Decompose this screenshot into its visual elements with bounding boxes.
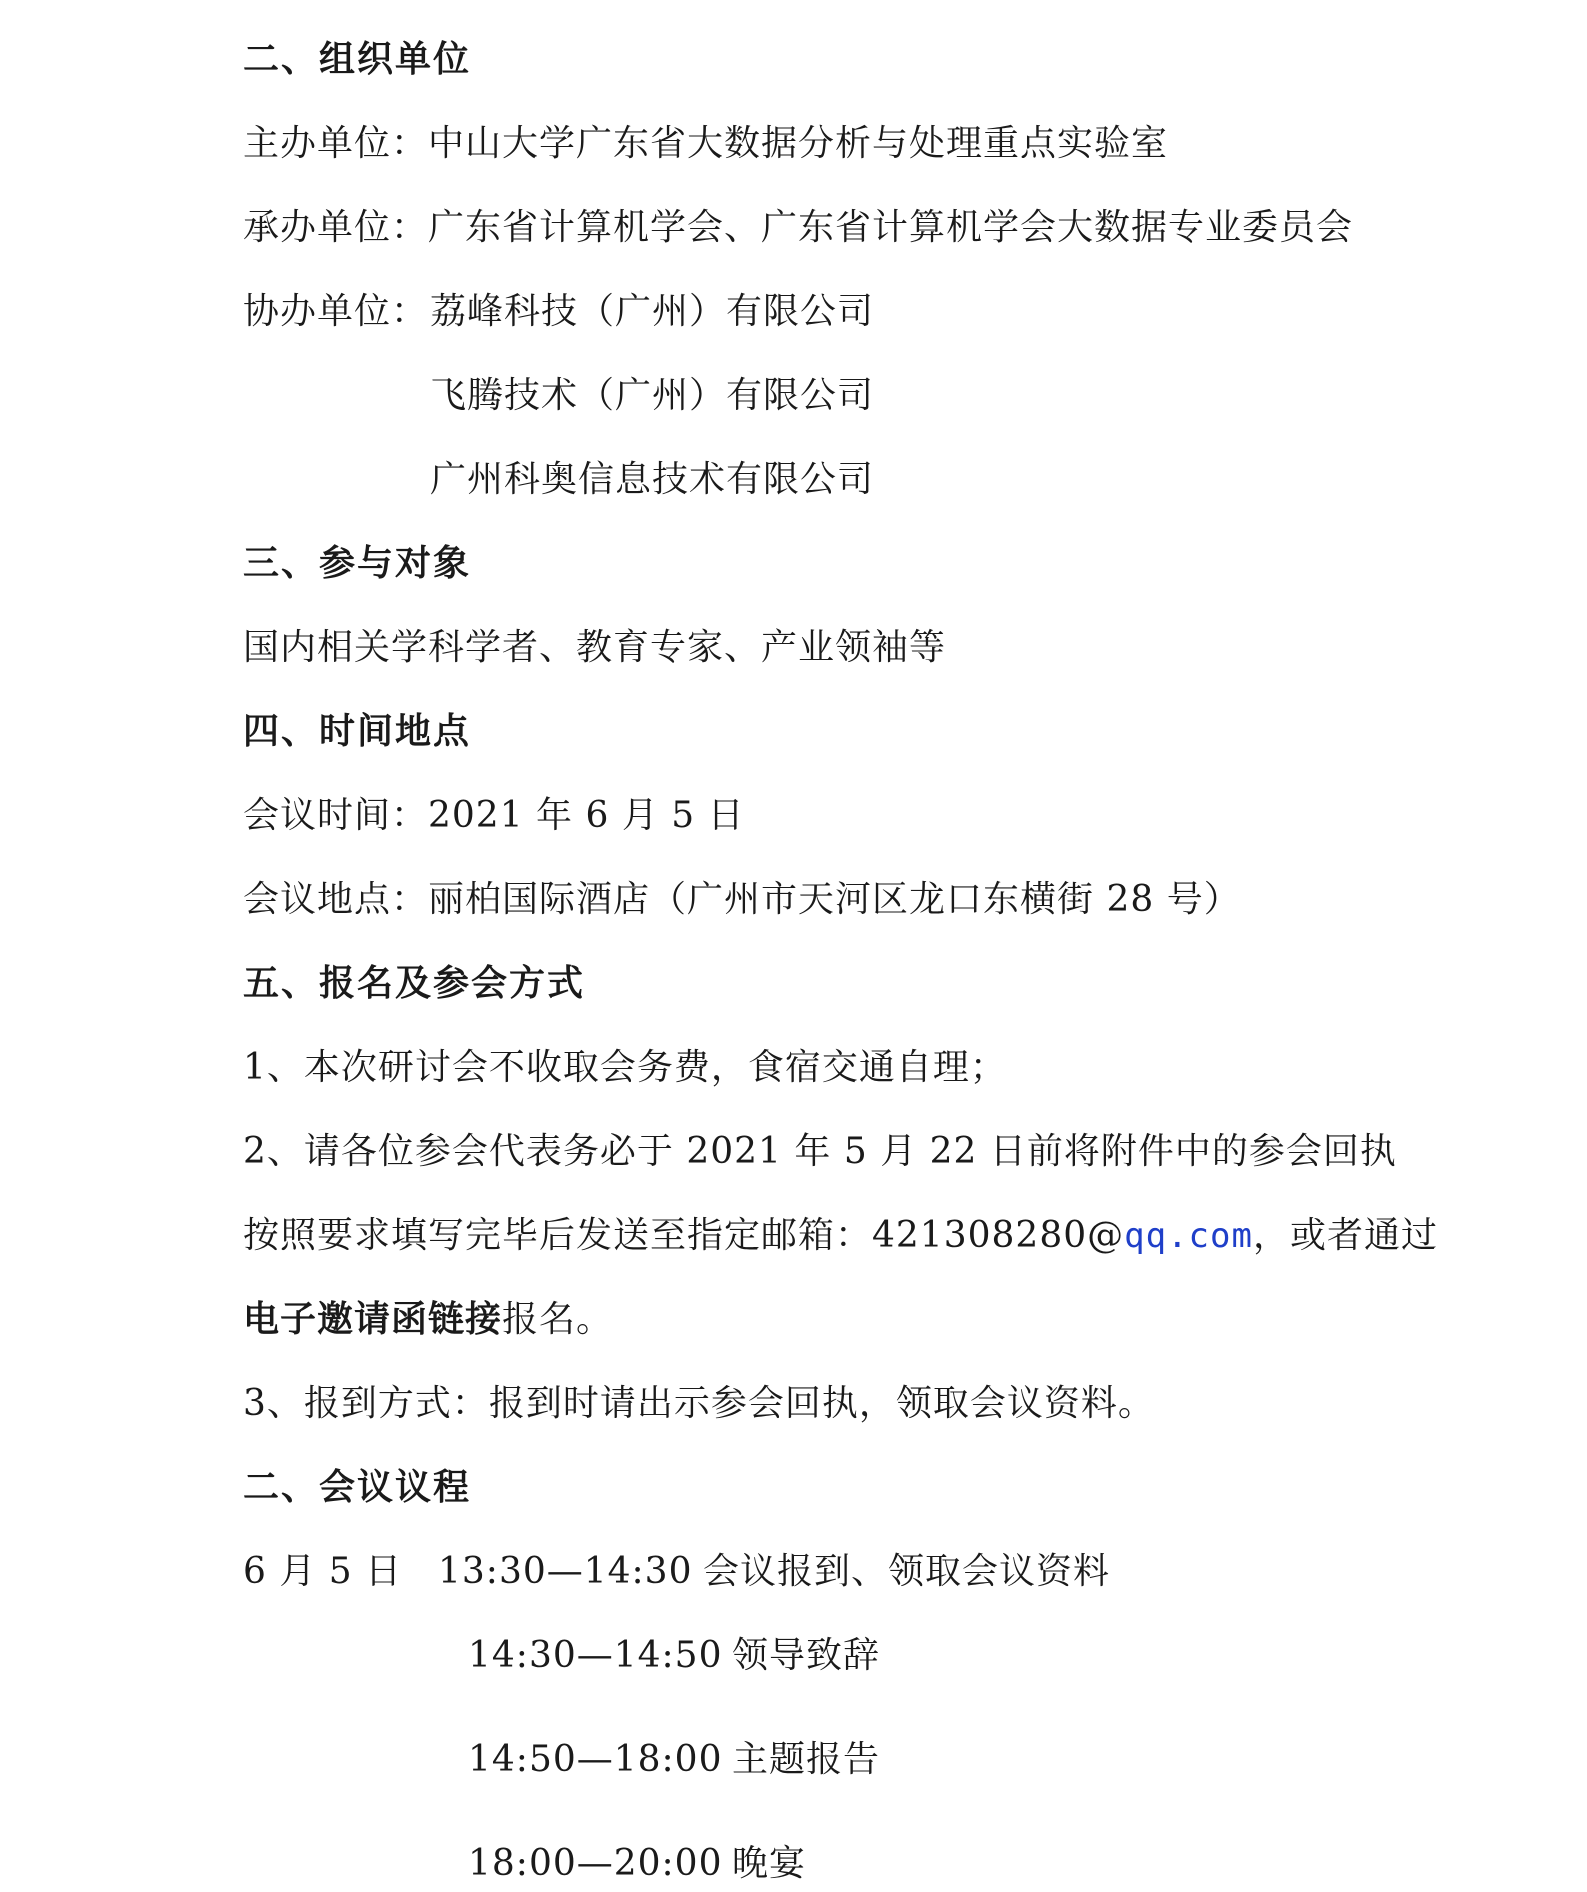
registration-item-2-line-3 [243, 1298, 613, 1342]
section-heading-participants: 三、参与对象 [243, 543, 472, 584]
registration-item-3: 3、报到方式：报到时请出示参会回执，领取会议资料。 [243, 1383, 1155, 1424]
meeting-time: 会议时间：2021 年 6 月 5 日 [243, 795, 745, 836]
email-link[interactable]: qq.com [1124, 1216, 1253, 1256]
agenda-row-1-event: 会议报到、领取会议资料 [703, 1551, 1111, 1592]
registration-item-2-line-2 [243, 1214, 1438, 1258]
participants-text: 国内相关学科学者、教育专家、产业领袖等 [243, 627, 947, 668]
agenda-row-4-time: 18:00—20:00 [468, 1843, 723, 1884]
invitation-link[interactable]: 电子邀请函链接 [243, 1299, 503, 1340]
registration-item-1: 1、本次研讨会不收取会务费，食宿交通自理； [243, 1047, 1007, 1088]
section-heading-registration: 五、报名及参会方式 [243, 963, 586, 1004]
agenda-row-1-time: 13:30—14:30 [438, 1551, 693, 1592]
agenda-date: 6 月 5 日 [243, 1551, 403, 1592]
agenda-row-3-event: 主题报告 [732, 1739, 881, 1780]
section-heading-agenda: 二、会议议程 [243, 1467, 472, 1508]
co-organizer-3: 广州科奥信息技术有限公司 [430, 459, 875, 500]
co-organizer-1: 荔峰科技（广州）有限公司 [430, 291, 875, 332]
undertaker-organizer: 承办单位：广东省计算机学会、广东省计算机学会大数据专业委员会 [243, 207, 1354, 248]
agenda-row-3-time: 14:50—18:00 [468, 1739, 723, 1780]
host-organizer: 主办单位：中山大学广东省大数据分析与处理重点实验室 [243, 123, 1169, 164]
agenda-row-2-event: 领导致辞 [732, 1635, 881, 1676]
agenda-row-2-time: 14:30—14:50 [468, 1635, 723, 1676]
meeting-place: 会议地点：丽柏国际酒店（广州市天河区龙口东横街 28 号） [243, 879, 1241, 920]
registration-email-prefix: 按照要求填写完毕后发送至指定邮箱：421308280@ [243, 1215, 1125, 1256]
registration-line-2-suffix: ，或者通过 [1252, 1215, 1438, 1256]
registration-line-3-suffix: 报名。 [502, 1299, 614, 1340]
co-organizer-2: 飞腾技术（广州）有限公司 [430, 375, 875, 416]
section-heading-organizers: 二、组织单位 [243, 39, 472, 80]
section-heading-time-place: 四、时间地点 [243, 711, 472, 752]
agenda-row-4-event: 晚宴 [732, 1843, 807, 1884]
co-organizer-label: 协办单位： [243, 291, 429, 332]
registration-item-2-line-1: 2、请各位参会代表务必于 2021 年 5 月 22 日前将附件中的参会回执 [243, 1131, 1397, 1172]
